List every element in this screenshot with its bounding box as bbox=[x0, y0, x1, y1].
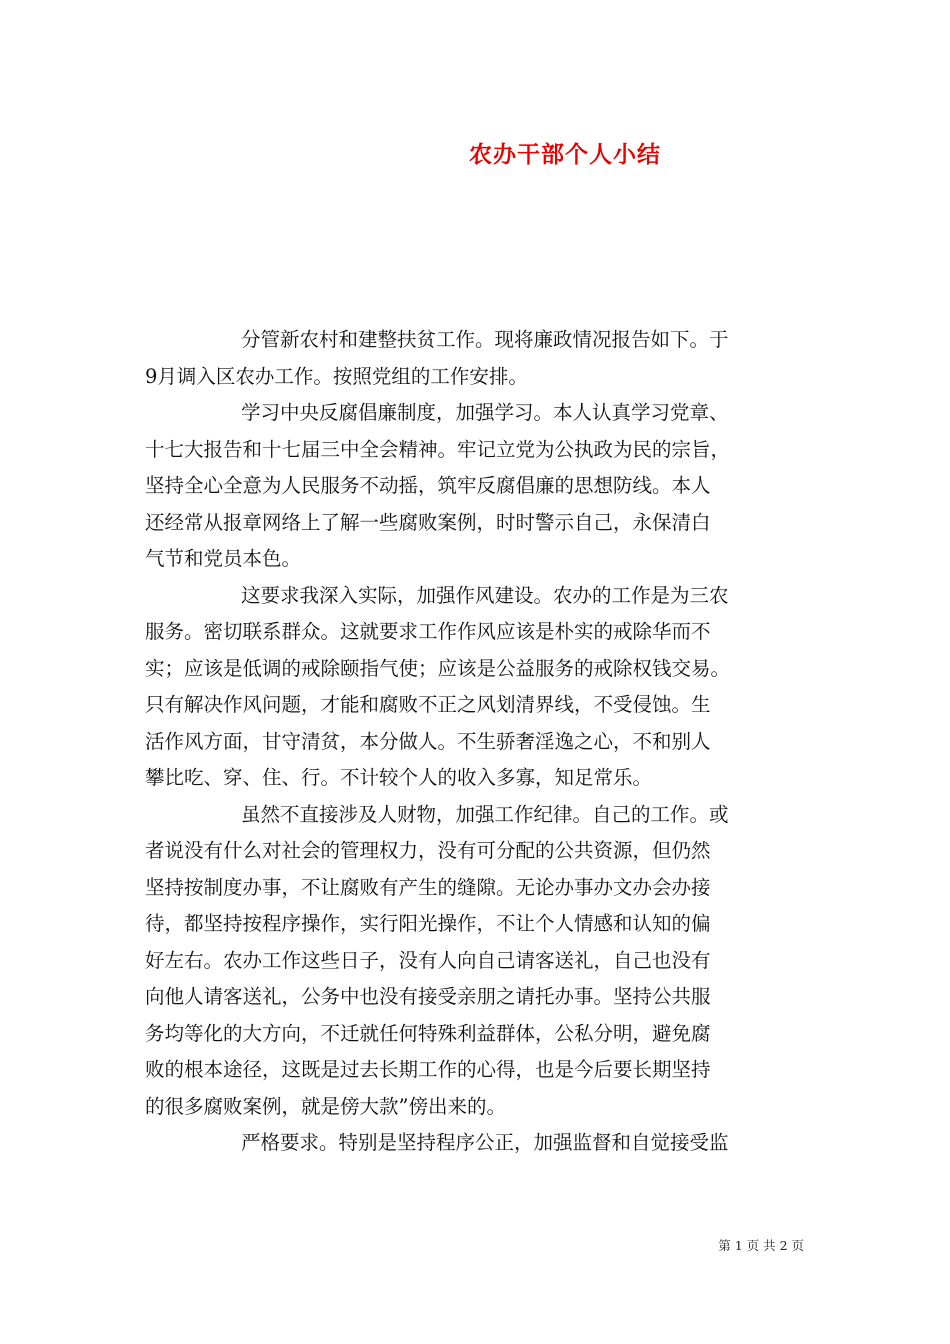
text-line: 活作风方面，甘守清贫，本分做人。不生骄奢淫逸之心，不和别人 bbox=[145, 729, 711, 753]
document-title: 农办干部个人小结 bbox=[469, 141, 661, 168]
text-line: 好左右。农办工作这些日子，没有人向自己请客送礼，自己也没有 bbox=[145, 948, 711, 972]
text-line: 败的根本途径，这既是过去长期工作的心得，也是今后要长期坚持 bbox=[145, 1058, 711, 1081]
text-line: 攀比吃、穿、住、行。不计较个人的收入多寡，知足常乐。 bbox=[145, 766, 653, 789]
text-line: 十七大报告和十七届三中全会精神。牢记立党为公执政为民的宗旨， bbox=[145, 437, 731, 461]
text-line: 服务。密切联系群众。这就要求工作作风应该是朴实的戒除华而不 bbox=[145, 620, 711, 643]
text-line: 学习中央反腐倡廉制度，加强学习。本人认真学习党章、 bbox=[241, 401, 729, 424]
text-line: 这要求我深入实际，加强作风建设。农办的工作是为三农 bbox=[241, 583, 729, 607]
text-line: 向他人请客送礼，公务中也没有接受亲朋之请托办事。坚持公共服 bbox=[145, 985, 711, 1008]
text-line: 坚持全心全意为人民服务不动摇，筑牢反腐倡廉的思想防线。本人 bbox=[145, 474, 711, 497]
text-line: 分管新农村和建整扶贫工作。现将廉政情况报告如下。于 bbox=[241, 328, 729, 351]
text-line: 严格要求。特别是坚持程序公正，加强监督和自觉接受监 bbox=[241, 1131, 729, 1154]
document-body bbox=[145, 322, 810, 1162]
text-line: 气节和党员本色。 bbox=[145, 547, 302, 570]
text-line: 者说没有什么对社会的管理权力，没有可分配的公共资源，但仍然 bbox=[145, 839, 711, 862]
text-line: 虽然不直接涉及人财物，加强工作纪律。自己的工作。或 bbox=[241, 802, 729, 826]
text-line: 实；应该是低调的戒除颐指气使；应该是公益服务的戒除权钱交易。 bbox=[145, 656, 731, 680]
page-footer: 第 1 页 共 2 页 bbox=[718, 1238, 804, 1253]
text-line: 只有解决作风问题，才能和腐败不正之风划清界线，不受侵蚀。生 bbox=[145, 693, 711, 716]
text-line: 待，都坚持按程序操作，实行阳光操作，不让个人情感和认知的偏 bbox=[145, 912, 711, 935]
text-line: 务均等化的大方向，不迁就任何特殊利益群体，公私分明，避免腐 bbox=[145, 1021, 711, 1045]
text-line: 的很多腐败案例，就是傍大款”傍出来的。 bbox=[145, 1094, 506, 1118]
text-line: 还经常从报章网络上了解一些腐败案例，时时警示自己，永保清白 bbox=[145, 510, 711, 534]
text-line: 坚持按制度办事，不让腐败有产生的缝隙。无论办事办文办会办接 bbox=[145, 875, 711, 899]
text-line: 9月调入区农办工作。按照党组的工作安排。 bbox=[145, 364, 528, 388]
